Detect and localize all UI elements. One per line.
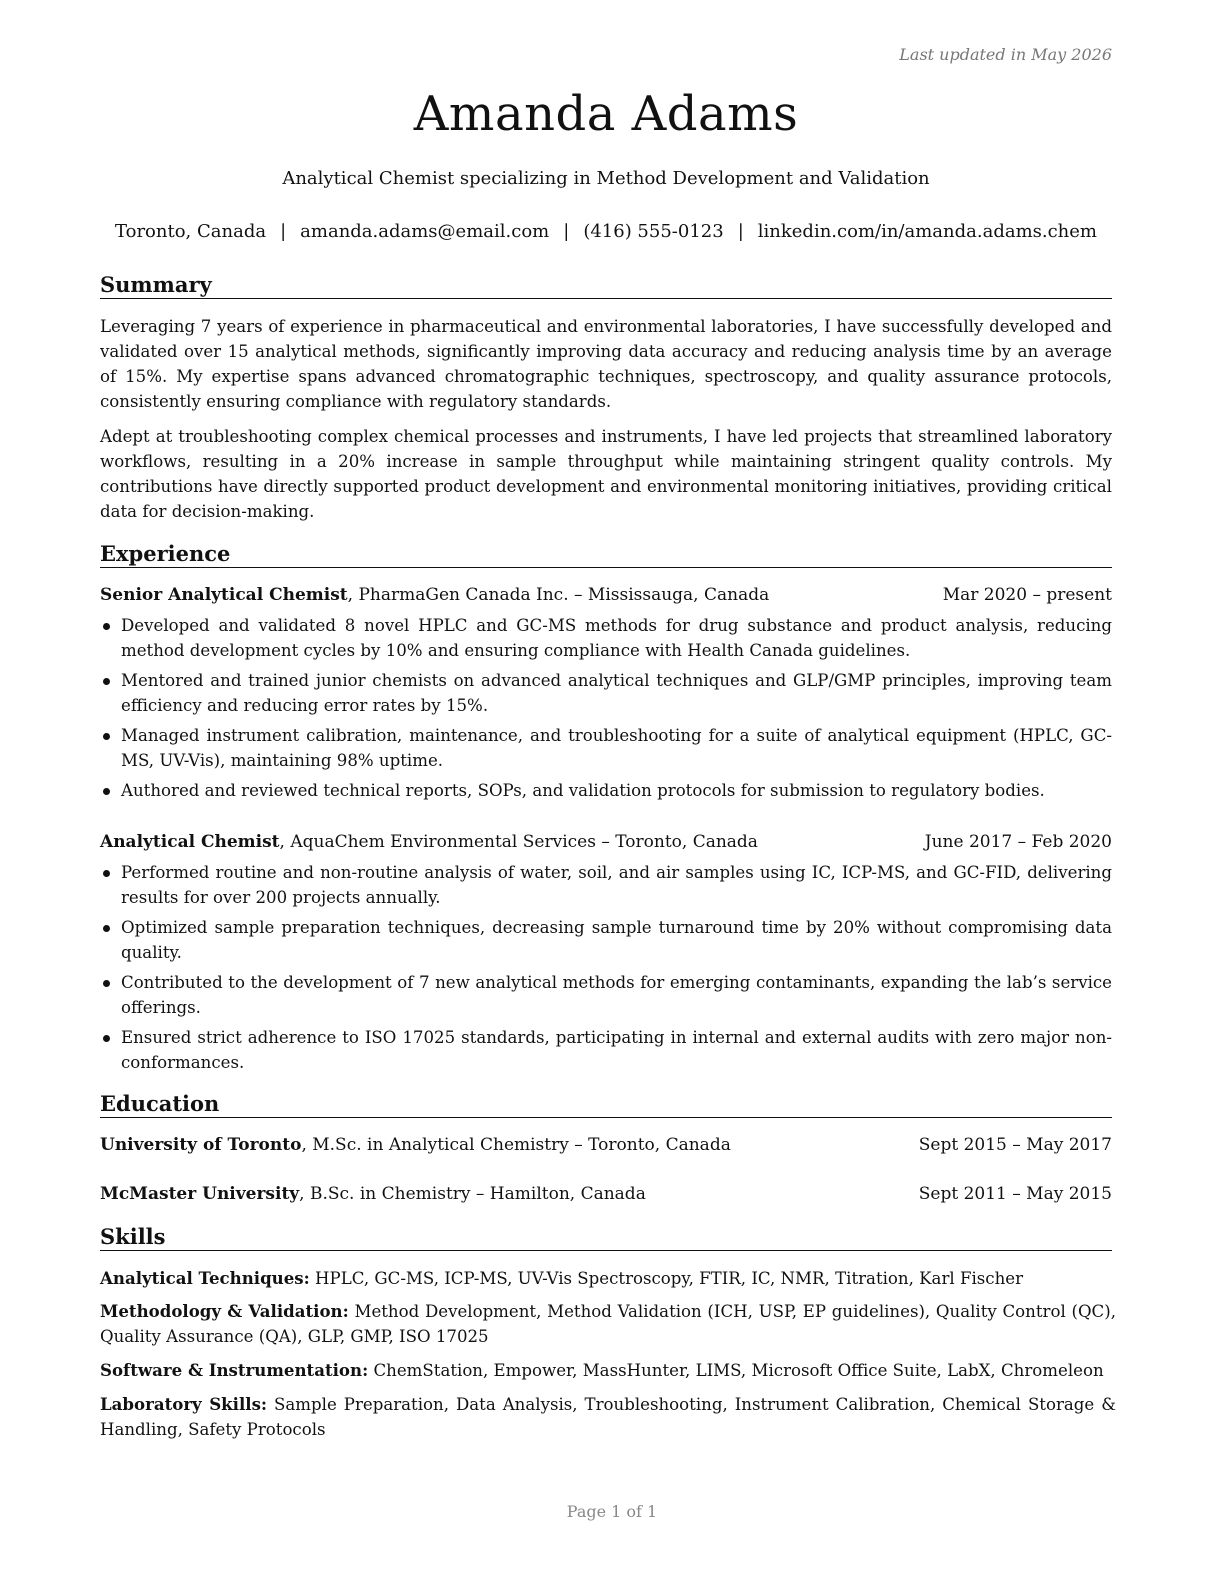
- skill-value: Sample Preparation, Data Analysis, Troubleshooting, Instrument Calibration, Chemical Storage & Handling, Safety Protocols: [100, 1395, 1116, 1439]
- job-header: [100, 583, 1112, 607]
- candidate-name: Amanda Adams: [413, 86, 799, 142]
- job-header: [100, 830, 1112, 854]
- job-bullets: [100, 613, 1112, 808]
- job-bullets: [100, 860, 1112, 1080]
- contact-line: [92, 221, 1120, 242]
- summary-paragraph: Leveraging 7 years of experience in pharmaceutical and environmental laboratories, I have successfully developed and validated over 15 analytical methods, significantly improving data accuracy and reducing analysis time by an average of 15%. My expertise spans advanced chromatographic techniques, spectroscopy, and quality assurance protocols, consistently ensuring compliance with regulatory standards.: [100, 317, 1112, 411]
- section-title-education: Education: [100, 1091, 1112, 1118]
- job-bullet: Managed instrument calibration, maintenance, and troubleshooting for a suite of analytical equipment (HPLC, GC-MS, UV-Vis), maintaining 98% uptime.: [100, 723, 1112, 773]
- degree-detail: , B.Sc. in Chemistry – Hamilton, Canada: [299, 1184, 646, 1204]
- job-bullet: Developed and validated 8 novel HPLC and GC-MS methods for drug substance and product analysis, reducing method development cycles by 10% and ensuring compliance with Health Canada guidelines.: [100, 613, 1112, 663]
- job-organization: , AquaChem Environmental Services – Toronto, Canada: [279, 832, 758, 852]
- skill-value: ChemStation, Empower, MassHunter, LIMS, Microsoft Office Suite, LabX, Chromeleon: [368, 1361, 1104, 1380]
- skill-row: [100, 1299, 1116, 1349]
- job-organization: , PharmaGen Canada Inc. – Mississauga, Canada: [347, 585, 770, 605]
- school-name: McMaster University: [100, 1184, 300, 1204]
- job-bullet: Performed routine and non-routine analysis of water, soil, and air samples using IC, ICP-MS, and GC-FID, delivering results for over 200 projects annually.: [100, 860, 1112, 910]
- section-title-skills: Skills: [100, 1224, 1112, 1251]
- job-title: Senior Analytical Chemist: [100, 585, 348, 605]
- skill-label: Methodology & Validation:: [100, 1301, 349, 1321]
- skill-label: Analytical Techniques:: [100, 1268, 310, 1288]
- education-dates: Sept 2011 – May 2015: [918, 1184, 1112, 1204]
- job-title: Analytical Chemist: [100, 832, 280, 852]
- skill-row: [100, 1392, 1116, 1442]
- education-entry: [100, 1182, 1112, 1206]
- section-title-experience: Experience: [100, 541, 1112, 568]
- contact-separator: |: [280, 221, 287, 242]
- contact-phone[interactable]: (416) 555-0123: [583, 221, 724, 242]
- section-title-summary: Summary: [100, 272, 1112, 299]
- skill-row: [100, 1358, 1116, 1383]
- contact-email[interactable]: amanda.adams@email.com: [300, 221, 550, 242]
- job-dates: June 2017 – Feb 2020: [924, 832, 1112, 852]
- skill-value: HPLC, GC-MS, ICP-MS, UV-Vis Spectroscopy, FTIR, IC, NMR, Titration, Karl Fischer: [309, 1269, 1024, 1288]
- school-name: University of Toronto: [100, 1135, 302, 1155]
- contact-separator: |: [737, 221, 744, 242]
- contact-location: Toronto, Canada: [115, 221, 267, 242]
- headline: Analytical Chemist specializing in Method Development and Validation: [282, 168, 930, 189]
- skill-value: Method Development, Method Validation (ICH, USP, EP guidelines), Quality Control (QC), Quality Assurance (QA), GLP, GMP, ISO 17025: [100, 1302, 1116, 1346]
- education-dates: Sept 2015 – May 2017: [918, 1135, 1112, 1155]
- job-bullet: Ensured strict adherence to ISO 17025 standards, participating in internal and external audits with zero major non-conformances.: [100, 1025, 1112, 1075]
- job-bullet: Contributed to the development of 7 new analytical methods for emerging contaminants, expanding the lab’s service offerings.: [100, 970, 1112, 1020]
- page-number: Page 1 of 1: [566, 1502, 658, 1521]
- job-dates: Mar 2020 – present: [942, 585, 1112, 605]
- last-updated: Last updated in May 2026: [899, 45, 1112, 64]
- contact-linkedin[interactable]: linkedin.com/in/amanda.adams.chem: [757, 221, 1097, 242]
- degree-detail: , M.Sc. in Analytical Chemistry – Toronto, Canada: [301, 1135, 731, 1155]
- contact-separator: |: [563, 221, 570, 242]
- job-bullet: Optimized sample preparation techniques, decreasing sample turnaround time by 20% without compromising data quality.: [100, 915, 1112, 965]
- skill-row: [100, 1266, 1116, 1291]
- skill-label: Laboratory Skills:: [100, 1394, 268, 1414]
- job-bullet: Authored and reviewed technical reports, SOPs, and validation protocols for submission to regulatory bodies.: [100, 778, 1112, 803]
- education-entry: [100, 1133, 1112, 1157]
- skill-label: Software & Instrumentation:: [100, 1360, 369, 1380]
- summary-paragraph: Adept at troubleshooting complex chemical processes and instruments, I have led projects that streamlined laboratory workflows, resulting in a 20% increase in sample throughput while maintaining stringent quality controls. My contributions have directly supported product development and environmental monitoring initiatives, providing critical data for decision-making.: [100, 427, 1112, 521]
- job-bullet: Mentored and trained junior chemists on advanced analytical techniques and GLP/GMP principles, improving team efficiency and reducing error rates by 15%.: [100, 668, 1112, 718]
